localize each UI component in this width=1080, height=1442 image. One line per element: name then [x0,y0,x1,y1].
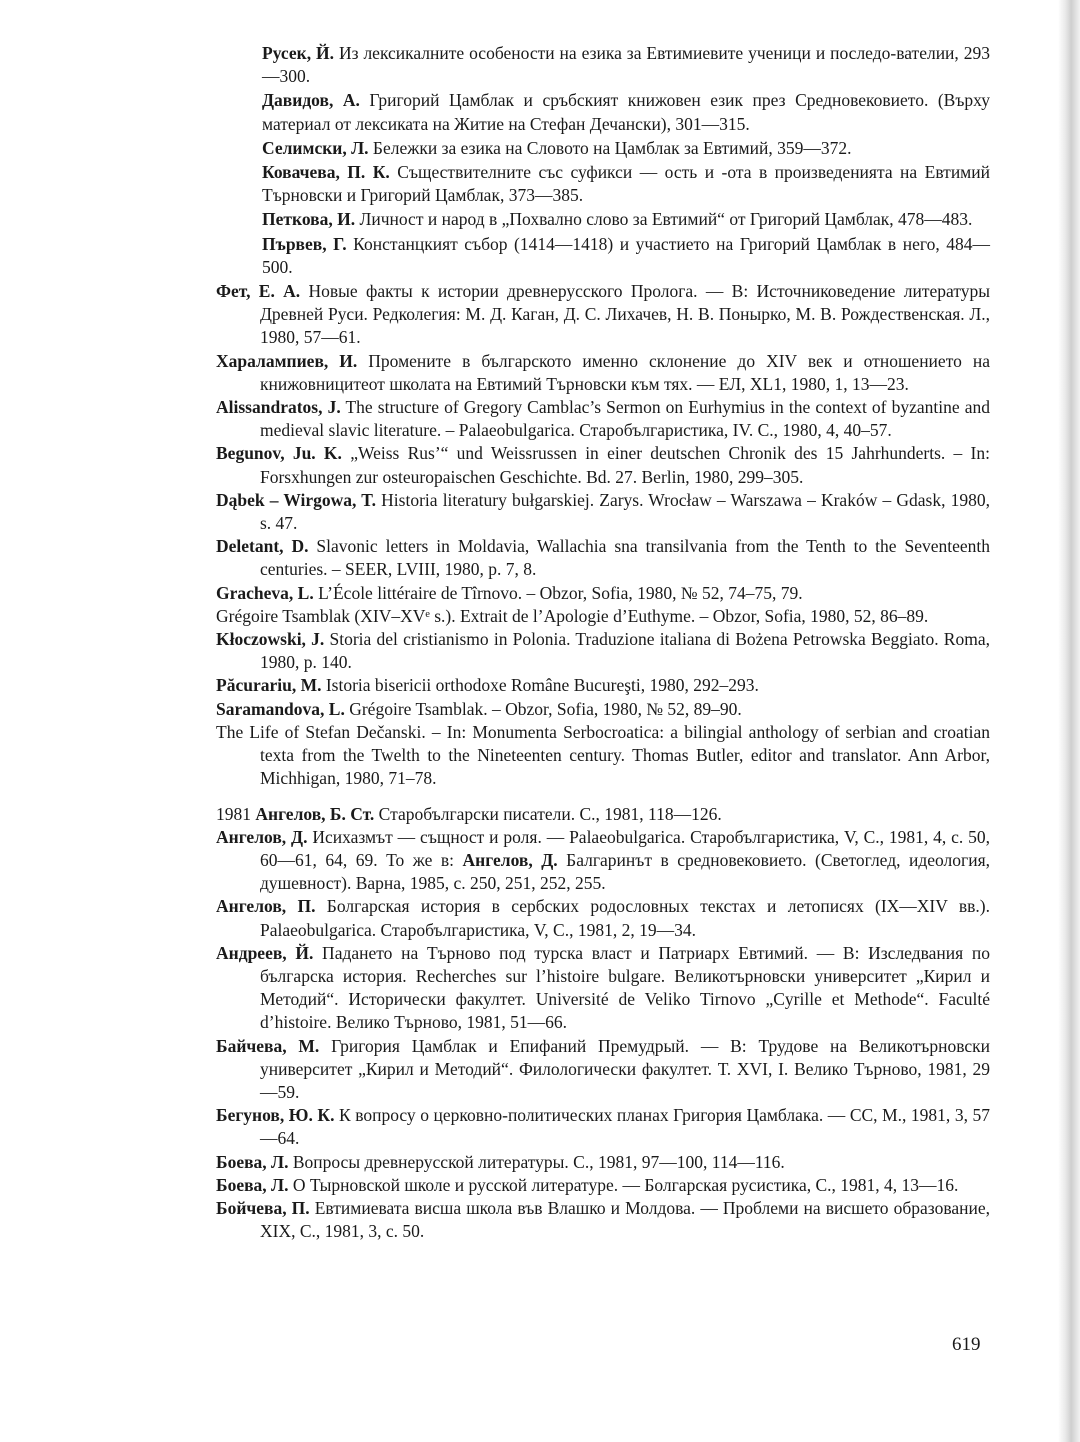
entry-text: Grégoire Tsamblak (XIV–XVᵉ s.). Extrait de l’Apologie d’Euthyme. – Obzor, Sofia, 1980, 52, 86–89. [216,605,929,626]
entry-text: Григорий Цамблак и сръбският книжовен език през Средновековието. (Върху материал от лексиката на Житие на Стефан Дечански), 301—315. [262,90,990,134]
entry-author: Андреев, Й. [216,942,314,963]
entry-text: Storia del cristianismo in Polonia. Traduzione italiana di Bożena Petrowska Beggiato. Roma, 1980, p. 140. [260,629,990,673]
entry-text: Slavonic letters in Moldavia, Wallachia sna transilvania from the Tenth to the Seventeenth centuries. – SEER, LVIII, 1980, p. 7, 8. [260,536,990,580]
entry-author: Păcurariu, M. [216,675,322,696]
entry-author: Петкова, И. [262,209,356,230]
entry-author: Давидов, А. [262,90,360,111]
entry-text: Балгаринът в средновековието. (Светоглед, идеология, душевност). Варна, 1985, с. 250, 251, 252, 255. [260,849,991,894]
bibliography-entry [216,1197,990,1243]
bibliography-list-1981 [0,803,1080,1244]
bibliography-entry [216,628,990,674]
entry-author: Селимски, Л. [262,137,369,158]
bibliography-entry [216,826,990,896]
entry-author: Фет, Е. А. [216,281,301,302]
entry-text: Historia literatury bułgarskiej. Zarys. Wrocław – Warszawa – Kraków – Gdask, 1980, s. 47. [260,489,990,534]
entry-author: Ангелов, Д. [216,826,308,847]
entry-text: Болгарская история в сербских родословных текстах и летописях (IX—XIV вв.). Palaeobulgarica. Старобългаристика, V, С., 1981, 2, 19—34. [260,896,990,940]
bibliography-entry [216,582,990,605]
entry-author: Kłoczowski, J. [216,629,325,650]
entry-author: Begunov, Ju. K. [216,443,342,464]
entry-author: Saramandova, L. [216,698,345,719]
entry-text: Grégoire Tsamblak. – Obzor, Sofia, 1980, № 52, 89–90. [344,698,742,719]
bibliography-entry [216,721,990,791]
entry-author: Първев, Г. [262,233,347,254]
entry-text: Съществителните със суфикси — ость и -ота в произведенията на Евтимий Търновски и Григорий Цамблак, 373—385. [262,162,990,206]
entry-text: The Life of Stefan Dečanski. – In: Monumenta Serbocroatica: a bilingial anthology of serbian and croatian texta from the Twelth to the Nineteenten century. Thomas Butler, editor and translator. Ann Arbor, Michhigan, 1980, 71–78. [216,721,990,789]
bibliography-entry [262,233,990,279]
entry-text: Из лексикалните особености на езика за Евтимиевите ученици и последо-вателии, 293—300. [262,43,990,87]
entry-author: Gracheva, L. [216,582,314,603]
bibliography-entry [262,89,990,135]
bibliography-entry [216,698,990,721]
bibliography-entry [216,1035,990,1105]
entry-text: Личност и народ в „Похвално слово за Евтимий“ от Григорий Цамблак, 478—483. [355,209,973,230]
bibliography-entry [216,489,990,535]
entry-text: Евтимиевата висша школа във Влашко и Молдова. — Проблеми на висшето образование, XIX, С., 1981, 3, с. 50. [260,1197,990,1242]
section-gap [0,791,1080,803]
entry-text: О Тырновской школе и русской литературе. — Болгарская русистика, С., 1981, 4, 13—16. [288,1174,959,1195]
entry-author: Ковачева, П. К. [262,162,390,183]
entry-author: Ангелов, Б. Ст. [255,803,375,824]
bibliography-entry [216,350,990,396]
entry-author: Русек, Й. [262,43,335,63]
entry-text: Григория Цамблак и Епифаний Премудрый. — В: Трудове на Великотърновски университет „Кирил и Методий“. Филологически факултет. Т. XVI, I. Велико Търново, 1981, 29—59. [260,1035,990,1102]
entry-text: Констанцкият събор (1414—1418) и участието на Григорий Цамблак в него, 484—500. [262,233,990,277]
bibliography-entry [216,895,990,941]
entry-author: Dąbek – Wirgowa, T. [216,489,377,510]
bibliography-entry [262,161,990,207]
entry-text: The structure of Gregory Camblac’s Sermon on Eurhymius in the context of byzantine and medieval slavic literature. – Palaeobulgarica. Старобългаристика, IV. C., 1980, 4, 40–57. [260,397,990,441]
bibliography-page [0,42,1080,1243]
bibliography-entry [216,605,990,628]
entry-author: Боева, Л. [216,1151,289,1172]
bibliography-entry [216,280,990,350]
bibliography-entry [216,942,990,1035]
bibliography-entry [216,1104,990,1150]
bibliography-entry [216,1151,990,1174]
bibliography-entry [262,42,990,88]
bibliography-list-1980 [0,42,1080,791]
bibliography-entry [262,208,990,231]
entry-text: Старобългарски писатели. С., 1981, 118—126. [374,803,722,824]
bibliography-entry [216,803,990,826]
bibliography-entry [216,1174,990,1197]
entry-author: Харалампиев, И. [216,350,358,371]
entry-text: К вопросу о церковно-политических планах Григория Цамблака. — СС, М., 1981, 3, 57—64. [260,1105,990,1149]
bibliography-entry [216,535,990,581]
bibliography-entry [216,674,990,697]
entry-author: Бойчева, П. [216,1197,310,1218]
entry-author: Alissandratos, J. [216,397,341,418]
entry-text: Исихазмът — същност и роля. — Palaeobulgarica. Старобългаристика, V, С., 1981, 4, с. 50, 60—61, 64, 69. То же в: [260,826,991,870]
entry-author: Бегунов, Ю. К. [216,1105,335,1126]
page-number: 619 [952,1334,981,1355]
bibliography-entry [216,396,990,442]
entry-text: L’École littéraire de Tîrnovo. – Obzor, Sofia, 1980, № 52, 74–75, 79. [313,582,803,603]
entry-author: Ангелов, П. [216,896,316,917]
entry-text: Istoria bisericii orthodoxe Române Bucureşti, 1980, 292–293. [321,675,759,696]
entry-text: Промените в българското именно склонение до XIV век и отношението на книжовницитеот школата на Евтимий Търновски към тях. — ЕЛ, XL1, 1980, 1, 13—23. [260,350,990,394]
entry-text: Падането на Търново под турска власт и Патриарх Евтимий. — В: Изследвания по българска история. Recherches sur l’histoire bulgare. Великотърновски университет „Кирил и Методий“. Исторически факултет. Université de Veliko Tirnovo „Cyrille et Methode“. Faculté d’histoire. Велико Търново, 1981, 51—66. [260,942,991,1033]
entry-text: Вопросы древнерусской литературы. С., 1981, 97—100, 114—116. [288,1151,785,1172]
entry-text: „Weiss Rus’“ und Weissrussen in einer deutschen Chronik des 15 Jahrhunderts. – In: Forsxhungen zur osteuropaischen Geschichte. Bd. 27. Berlin, 1980, 299–305. [260,443,990,487]
entry-author: Deletant, D. [216,536,309,557]
entry-text: Новые факты к истории древнерусского Пролога. — В: Источниковедение литературы Древней Руси. Редколегия: М. Д. Каган, Д. С. Лихачев, Н. В. Понырко, М. В. Рождественская. Л., 1980, 57—61. [260,281,990,348]
bibliography-entry [262,137,990,160]
bibliography-entry [216,442,990,488]
entry-text: Бележки за езика на Словото на Цамблак за Евтимий, 359—372. [368,137,852,158]
year-label: 1981 [216,803,256,824]
entry-author: Боева, Л. [216,1174,289,1195]
entry-author: Ангелов, Д. [462,849,558,870]
entry-author: Байчева, М. [216,1035,320,1056]
